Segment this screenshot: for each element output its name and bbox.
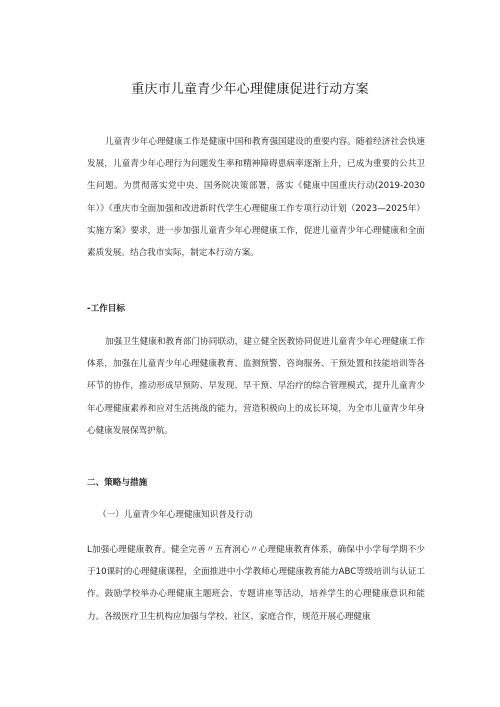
- section-heading-strategies: 二、策略与措施: [87, 478, 148, 488]
- section-heading-goals: -工作目标: [87, 304, 125, 314]
- subsection-heading-knowledge: （一）儿童青少年心理健康知识普及行动: [98, 510, 253, 520]
- document-title: 重庆市儿童青少年心理健康促进行动方案: [131, 81, 369, 97]
- intro-paragraph: 儿童青少年心理健康工作是健康中国和教育强国建设的重要内容。随着经济社会快速发展，儿童青少年心理行为问题发生率和精神障碍患病率逐渐上升，已成为重要的公共卫生问题。为贯彻落实党中央、国务院决策部署，落实《健康中国重庆行动(2019-2030年）》《重庆市全面加强和改进新时代学生心理健康工作专项行动计划（2023—2025年）实施方案》要求，进一步加强儿童青少年心理健康工作，促进儿童青少年心理健康和全面素质发展。结合我市实际，制定本行动方案。: [87, 137, 425, 259]
- goals-paragraph: 加强卫生健康和教育部门协同联动，建立健全医教协同促进儿童青少年心理健康工作体系，加强在儿童青少年心理健康教育、监测预警、咨询服务、干预处置和技能培训等各环节的协作，推动形成早预防、早发现、早干预、早治疗的综合管理模式，提升儿童青少年心理健康素养和应对生活挑战的能力，营造积极向上的成长环境，为全市儿童青少年身心健康发展保驾护航。: [87, 337, 425, 436]
- measures-paragraph: L加强心理健康教育。健全完善〃五育润心〃心理健康教育体系，确保中小学每学期不少于10课时的心理健康课程，全面推进中小学教师心理健康教育能力ABC等级培训与认证工作。鼓励学校举办心理健康主题班会、专题讲座等活动，培养学生的心理健康意识和能力。各级医疗卫生机构应加强与学校、社区、家庭合作，规范开展心理健康: [87, 545, 425, 622]
